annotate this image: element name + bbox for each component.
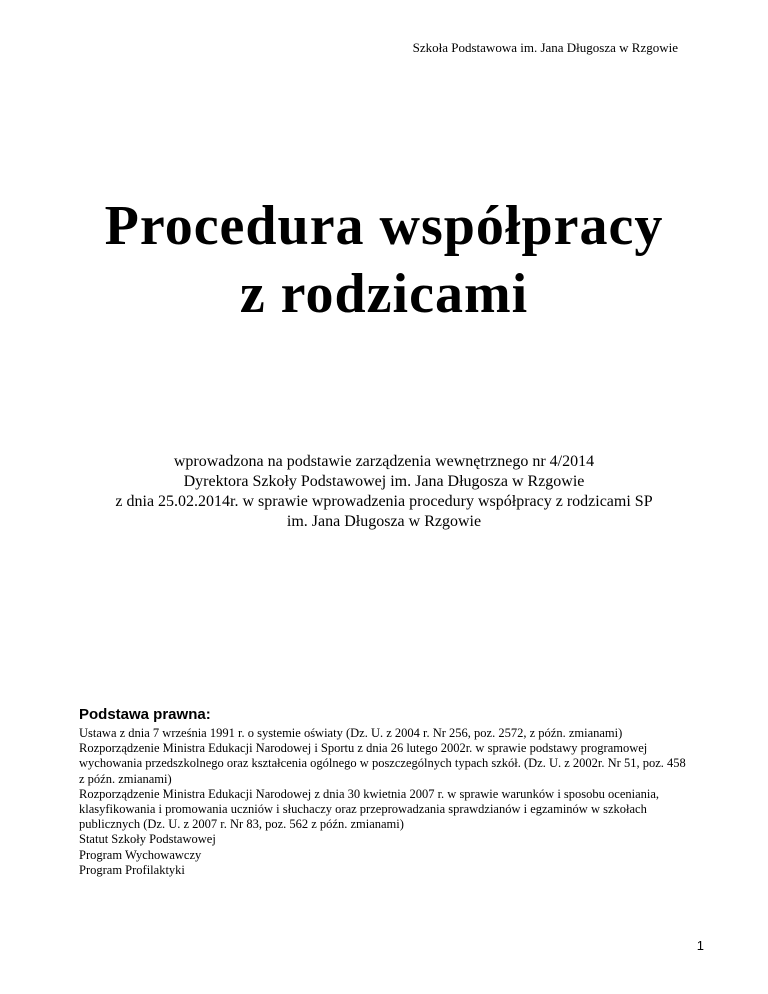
legal-basis-item: Rozporządzenie Ministra Edukacji Narodowej z dnia 30 kwietnia 2007 r. w sprawie warunków i sposobu oceniania, klasyfikowania i promowania uczniów i słuchaczy oraz przeprowadzania sprawdzianów i egzaminów w szkołach publicznych (Dz. U. z 2007 r. Nr 83, poz. 562 z późn. zmianami) — [79, 786, 660, 832]
page-header: Szkoła Podstawowa im. Jana Długosza w Rzgowie — [412, 40, 678, 55]
title-line-2: z rodzicami — [239, 263, 529, 325]
document-title — [0, 192, 768, 328]
legal-basis-item: Ustawa z dnia 7 września 1991 r. o systemie oświaty (Dz. U. z 2004 r. Nr 256, poz. 2572, z późn. zmianami) — [79, 726, 623, 740]
intro-line-3: z dnia 25.02.2014r. w sprawie wprowadzenia procedury współpracy z rodzicami SP — [115, 493, 653, 510]
title-line-1: Procedura współpracy — [104, 195, 664, 257]
legal-basis-heading: Podstawa prawna: — [79, 706, 211, 723]
legal-basis-item: Program Profilaktyki — [79, 862, 185, 877]
legal-basis-list — [79, 726, 694, 878]
intro-line-4: im. Jana Długosza w Rzgowie — [286, 513, 482, 530]
legal-basis-section — [79, 706, 694, 878]
legal-basis-item: Rozporządzenie Ministra Edukacji Narodowej i Sportu z dnia 26 lutego 2002r. w sprawie podstawy programowej wychowania przedszkolnego oraz kształcenia ogólnego w poszczególnych typach szkół. (Dz. U. z 2002r. Nr 51, poz. 458 z późn. zmianami) — [79, 741, 686, 786]
legal-basis-item: Statut Szkoły Podstawowej — [79, 832, 216, 847]
legal-basis-item: Program Wychowawczy — [79, 847, 202, 862]
page-number: 1 — [696, 938, 704, 953]
intro-paragraph — [70, 452, 698, 532]
intro-line-2: Dyrektora Szkoły Podstawowej im. Jana Długosza w Rzgowie — [183, 473, 585, 490]
intro-line-1: wprowadzona na podstawie zarządzenia wewnętrznego nr 4/2014 — [173, 453, 595, 470]
